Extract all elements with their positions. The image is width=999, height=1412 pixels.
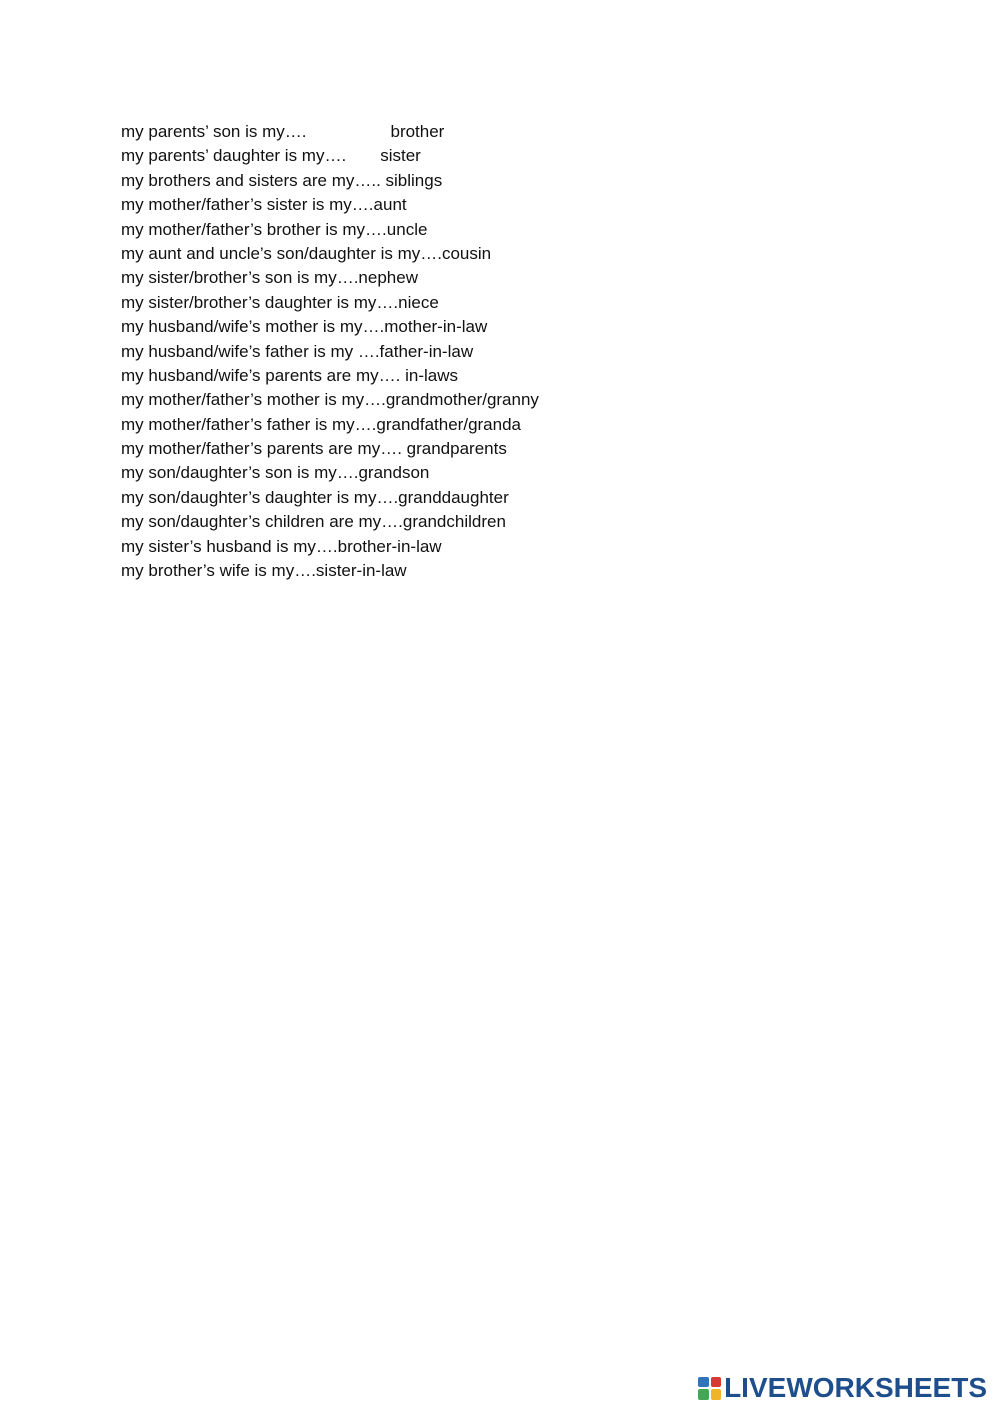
worksheet-line: [121, 291, 881, 315]
worksheet-line: [121, 510, 881, 534]
line-prompt: my sister/brother’s son is my….nephew: [121, 268, 418, 288]
liveworksheets-brand: [698, 1374, 987, 1402]
worksheet-line: [121, 413, 881, 437]
line-prompt: my mother/father’s brother is my….uncle: [121, 219, 428, 239]
line-prompt: my mother/father’s sister is my….aunt: [121, 195, 407, 215]
line-prompt: my son/daughter’s children are my….grandchildren: [121, 512, 506, 532]
line-prompt: my aunt and uncle’s son/daughter is my….cousin: [121, 243, 492, 263]
worksheet-line: [121, 315, 881, 339]
worksheet-line: [121, 364, 881, 388]
line-prompt: my son/daughter’s daughter is my….granddaughter: [121, 487, 509, 507]
line-prompt: my husband/wife’s parents are my…. in-laws: [121, 365, 458, 385]
worksheet-line: [121, 559, 881, 583]
worksheet-line: [121, 388, 881, 412]
worksheet-line: [121, 461, 881, 485]
line-prompt: my brother’s wife is my….sister-in-law: [121, 561, 407, 581]
worksheet-line: [121, 169, 881, 193]
line-prompt: my brothers and sisters are my….. siblings: [121, 170, 443, 190]
worksheet-line: [121, 535, 881, 559]
line-prompt: my parents’ son is my….: [121, 122, 307, 141]
worksheet-line: [121, 120, 881, 144]
worksheet-line: [121, 218, 881, 242]
line-prompt: my mother/father’s parents are my…. grandparents: [121, 439, 507, 459]
line-prompt: my husband/wife’s father is my ….father-in-law: [121, 341, 474, 361]
worksheet-line: [121, 242, 881, 266]
worksheet-line: [121, 340, 881, 364]
brand-name: LIVEWORKSHEETS: [724, 1372, 987, 1403]
worksheet-line: [121, 144, 881, 168]
worksheet-line: [121, 437, 881, 461]
worksheet-text: [121, 120, 881, 583]
line-prompt: my son/daughter’s son is my….grandson: [121, 463, 430, 483]
worksheet-line: [121, 486, 881, 510]
liveworksheets-logo-icon: [698, 1377, 721, 1400]
line-prompt: my husband/wife’s mother is my….mother-in-law: [121, 317, 488, 337]
worksheet-line: [121, 193, 881, 217]
line-prompt: my sister/brother’s daughter is my….niece: [121, 292, 439, 312]
line-answer: sister: [380, 146, 421, 166]
line-prompt: my sister’s husband is my….brother-in-law: [121, 536, 442, 556]
line-answer: brother: [390, 122, 445, 141]
worksheet-line: [121, 266, 881, 290]
line-prompt: my mother/father’s mother is my….grandmother/granny: [121, 390, 539, 410]
line-prompt: my parents’ daughter is my….: [121, 146, 347, 166]
line-prompt: my mother/father’s father is my….grandfather/granda: [121, 414, 521, 434]
